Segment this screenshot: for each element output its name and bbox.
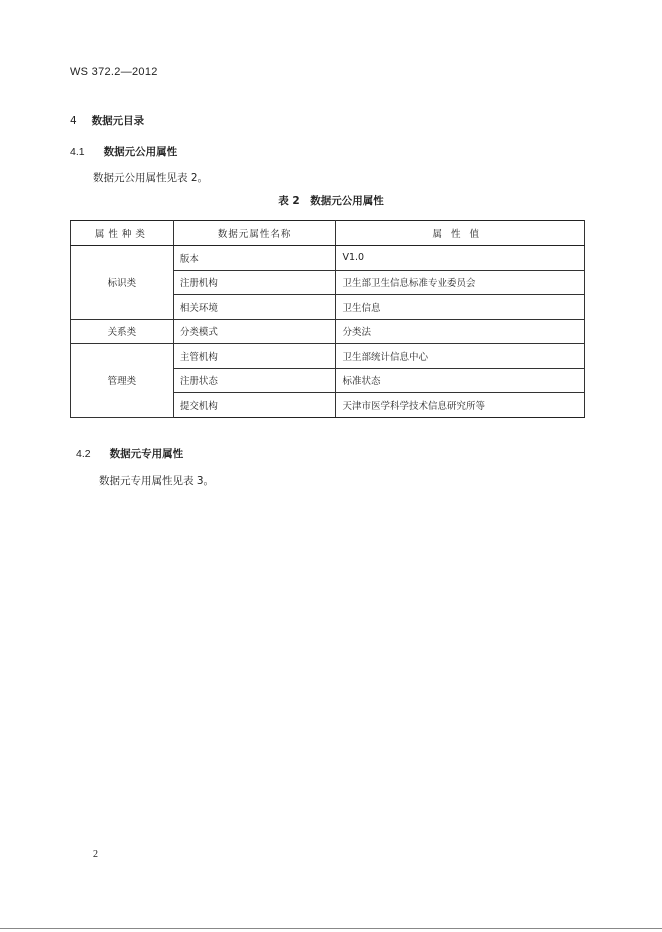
category-cell: 标识类: [71, 246, 174, 320]
attribute-name-cell: 相关环境: [173, 295, 336, 320]
table-header-row: [71, 221, 585, 246]
attribute-value-cell: 天津市医学科学技术信息研究所等: [336, 393, 585, 418]
standard-code: WS 372.2—2012: [70, 66, 158, 78]
section-4-1-number: 4.1: [70, 146, 85, 158]
data-element-attribute-table: [70, 220, 585, 418]
table-row: [71, 246, 585, 271]
attribute-value-cell: 标准状态: [336, 368, 585, 393]
section-4-heading: [70, 113, 144, 128]
attribute-name-cell: 提交机构: [173, 393, 336, 418]
bottom-rule: [0, 928, 662, 929]
attribute-value-cell: 卫生信息: [336, 295, 585, 320]
section-4-title: 数据元目录: [91, 115, 145, 127]
table-caption: 表 2 数据元公用属性: [278, 195, 384, 207]
table-row: [71, 319, 585, 344]
section-4-2-heading: [76, 446, 183, 461]
category-cell: 关系类: [71, 319, 174, 344]
section-4-number: 4: [70, 115, 77, 127]
attribute-name-cell: 版本: [173, 246, 336, 271]
attribute-value-cell: 卫生部统计信息中心: [336, 344, 585, 369]
page-number: 2: [93, 849, 98, 860]
attribute-value-cell: 卫生部卫生信息标准专业委员会: [336, 270, 585, 295]
section-4-2-number: 4.2: [76, 448, 91, 460]
attribute-name-cell: 注册状态: [173, 368, 336, 393]
attribute-name-cell: 分类模式: [173, 319, 336, 344]
section-4-2-title: 数据元专用属性: [109, 448, 184, 460]
section-4-1-heading: [70, 144, 177, 159]
header-attribute-value: 属性值: [336, 221, 585, 246]
header-category: 属性种类: [71, 221, 174, 246]
section-4-2-text: 数据元专用属性见表 3。: [99, 475, 215, 487]
attribute-name-cell: 主管机构: [173, 344, 336, 369]
header-attribute-name: 数据元属性名称: [173, 221, 336, 246]
attribute-value-cell: 分类法: [336, 319, 585, 344]
category-cell: 管理类: [71, 344, 174, 418]
attribute-name-cell: 注册机构: [173, 270, 336, 295]
table-row: [71, 344, 585, 369]
attribute-value-cell: V1.0: [336, 246, 585, 271]
section-4-1-title: 数据元公用属性: [103, 146, 178, 158]
section-4-1-text: 数据元公用属性见表 2。: [93, 172, 209, 184]
